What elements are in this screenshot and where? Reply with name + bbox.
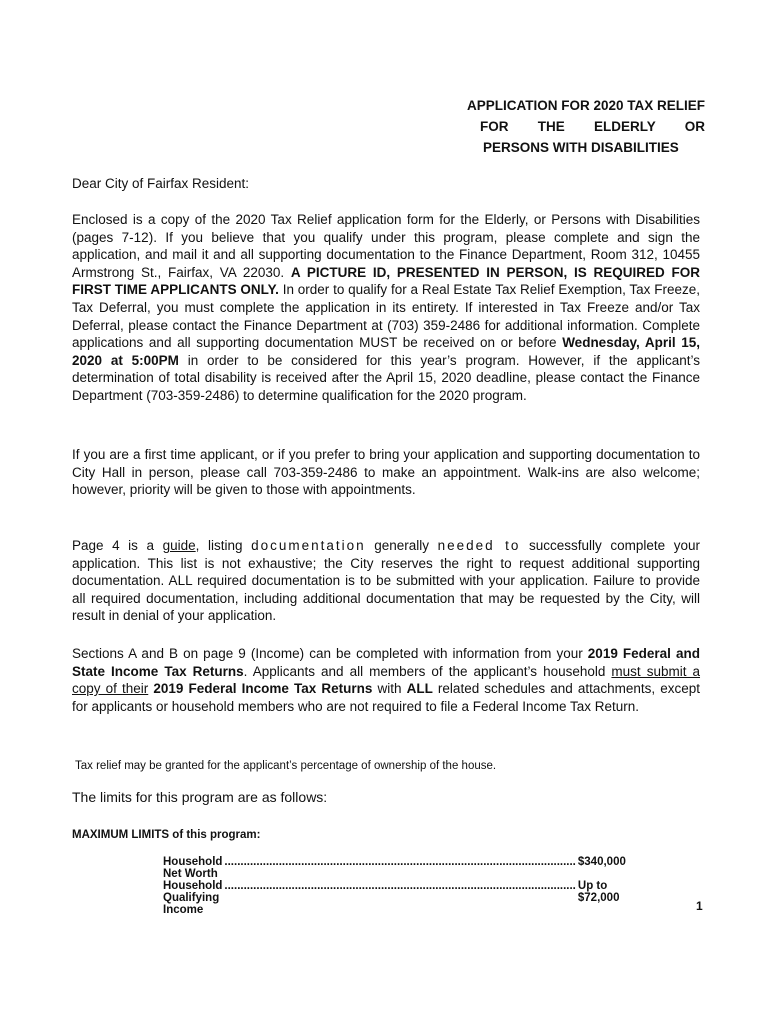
p1-text-3: in order to be considered for this year’s program. However, if the applicant’s determination of total disability is received after the April 15, 2020 deadline, please contact the Finance Department (703-359-2486) to determine qualification for the 2020 program. bbox=[72, 352, 700, 403]
title-line-3: PERSONS WITH DISABILITIES bbox=[483, 140, 679, 155]
p1-picture-id-notice: A PICTURE ID, PRESENTED IN PERSON, IS REQUIRED FOR FIRST TIME APPLICANTS ONLY. bbox=[72, 264, 701, 298]
title-line-2: FOR THE ELDERLY OR bbox=[480, 119, 705, 134]
p3-text-3: generally bbox=[365, 538, 438, 553]
max-limits-heading: MAXIMUM LIMITS of this program: bbox=[72, 829, 261, 841]
paragraph-ownership-note: Tax relief may be granted for the applicant’s percentage of ownership of the house. bbox=[75, 760, 497, 772]
limit-label: Household Qualifying Income bbox=[163, 880, 223, 916]
p4-bold-3: ALL bbox=[406, 681, 433, 697]
p3-needed-to: needed to bbox=[437, 538, 521, 553]
p1-text-1: Enclosed is a copy of the 2020 Tax Relief application form for the Elderly, or Persons with Disabilities (pages 7-12). If you believe that you qualify under this program, please complete and sign the application, and mail it and all supporting documentation to the Finance Department, Room 312, 10455 Armstrong St., Fairfax, VA 22030. bbox=[72, 212, 700, 280]
limit-qualifying-income bbox=[163, 880, 620, 916]
page-number: 1 bbox=[696, 899, 703, 913]
title-line-1: APPLICATION FOR 2020 TAX RELIEF bbox=[466, 98, 705, 113]
limit-value: $340,000 bbox=[577, 856, 626, 868]
paragraph-income-sections bbox=[72, 645, 700, 715]
limit-net-worth bbox=[163, 856, 626, 880]
p4-underline: must submit a copy of their bbox=[72, 663, 701, 697]
p3-text-1: Page 4 is a bbox=[72, 538, 163, 553]
p4-bold-1: 2019 Federal and State Income Tax Returns bbox=[72, 646, 700, 679]
p4-text-5: related schedules and attachments, except for applicants or household members who are not required to file a Federal Income Tax Return. bbox=[72, 681, 700, 714]
p4-text-2: . Applicants and all members of the applicant’s household bbox=[243, 663, 612, 679]
limit-value: Up to $72,000 bbox=[577, 880, 620, 904]
limits-intro: The limits for this program are as follows: bbox=[72, 789, 328, 805]
paragraph-documentation-guide bbox=[72, 537, 700, 625]
p3-documentation: documentation bbox=[251, 538, 366, 553]
p4-bold-2: 2019 Federal Income Tax Returns bbox=[153, 681, 373, 697]
p1-text-2: In order to qualify for a Real Estate Tax Relief Exemption, Tax Freeze, Tax Deferral, you must complete the application in its entirety. If interested in Tax Freeze and/or Tax Deferral, please contact the Finance Department at (703) 359-2486 for additional information. Complete applications and all supporting documentation MUST be received on or before bbox=[72, 282, 701, 351]
document-title bbox=[415, 95, 705, 158]
p3-text-4: successfully complete your application. This list is not exhaustive; the City reserves the right to request additional supporting documentation. ALL required documentation is to be submitted with your application. Failure to provide all required documentation, including additional documentation that may be requested by the City, will result in denial of your application. bbox=[72, 538, 700, 624]
salutation: Dear City of Fairfax Resident: bbox=[72, 176, 250, 191]
p4-text-1: Sections A and B on page 9 (Income) can be completed with information from your bbox=[72, 646, 588, 661]
dot-leader: .............................................................................................................. bbox=[224, 880, 576, 892]
paragraph-application-info bbox=[72, 211, 700, 405]
p4-text-4: with bbox=[372, 681, 407, 697]
p3-text-2: , listing bbox=[195, 538, 252, 553]
paragraph-appointment: If you are a first time applicant, or if you prefer to bring your application and supporting documentation to City Hall in person, please call 703-359-2486 to make an appointment. Walk-ins are also welcome; however, priority will be given to those with appointments. bbox=[72, 447, 700, 498]
p3-guide: guide bbox=[162, 538, 196, 553]
p1-deadline: Wednesday, April 15, 2020 at 5:00PM bbox=[72, 335, 700, 368]
dot-leader: .............................................................................................................. bbox=[224, 856, 576, 868]
limit-label: Household Net Worth bbox=[163, 856, 223, 880]
